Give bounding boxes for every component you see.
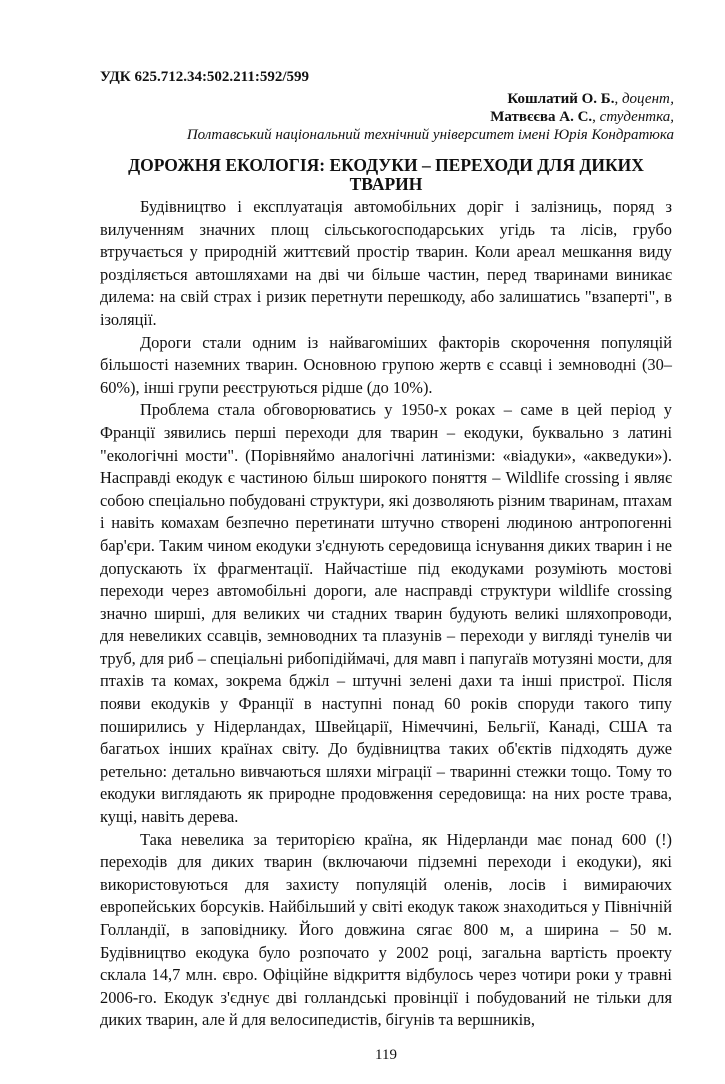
article-title: ДОРОЖНЯ ЕКОЛОГІЯ: ЕКОДУКИ – ПЕРЕХОДИ ДЛЯ ДИКИХ ТВАРИН xyxy=(128,155,644,194)
author-line: Матвєєва А. С., студентка, xyxy=(490,109,674,125)
paragraph: Дороги стали одним із найвагоміших факторів скорочення популяцій більшості наземних тварин. Основною групою жертв є ссавці і земноводні (30–60%), інші групи реєструються рідше (до 10%). xyxy=(100,332,672,397)
author-name: Матвєєва А. С. xyxy=(490,109,593,125)
paragraph: Проблема стала обговорюватись у 1950-х роках – саме в цей період у Франції зявились перші переходи для тварин – екодуки, буквально з латині "екологічні мости". (Порівняймо аналогічні латинізми: «віадуки», «акведуки»). Насправді екодук є частиною більш широкого поняття – Wildlife crossing і являє собою спеціально побудовані структури, які дозволяють різним тваринам, птахам і навіть комахам безпечно перетинати штучно створені людиною антропогенні бар'єри. Таким чином екодуки з'єднують середовища існування диких тварин і не допускають їх фрагментації. Найчастіше під екодуками розуміють мостові переходи через автомобільні дороги, але насправді структури wildlife crossing значно ширші, для великих чи стадних тварин будують великі шляхопроводи, для невеликих ссавців, земноводних та плазунів – переходи у вигляді тунелів чи труб, для риб – спеціальні рибопідіймачі, для мавп і папугаїв мотузяні мости, для птахів та комах, зокрема бджіл – штучні зелені дахи та інші пристрої. Після появи екодуків у Франції в наступні понад 60 років споруди такого типу поширились у Нідерландах, Швейцарії, Німеччині, Бельгії, Канаді, США та багатьох інших країнах світу. До будівництва таких об'єктів підходять дуже ретельно: детально вивчаються шляхи міграції – тваринні стежки тощо. Тому то екодуки виглядають як природне продовження середовища: на них росте трава, кущі, навіть дерева. xyxy=(100,400,672,827)
author-name: Кошлатий О. Б. xyxy=(507,91,615,107)
author-role: студентка, xyxy=(599,109,674,125)
affiliation xyxy=(100,126,674,144)
paragraph: Будівництво і експлуатація автомобільних доріг і залізниць, поряд з вилученням значних площ сільськогосподарських угідь та лісів, грубо втручається у природній життєвий простір тварин. Коли ареал мешкання виду розділяється автошляхами на дві чи більше частин, перед тваринами виникає дилема: на свій страх і ризик перетнути перешкоду, або залишатись "взаперті", в ізоляції. xyxy=(100,197,672,329)
article-body xyxy=(100,196,672,1032)
page xyxy=(100,0,672,1084)
authors-block xyxy=(100,90,674,144)
udk-code: УДК 625.712.34:502.211:592/599 xyxy=(100,69,310,85)
page-number: 119 xyxy=(375,1046,397,1063)
author-line: Кошлатий О. Б., доцент, xyxy=(507,91,674,107)
affiliation-text: Полтавський національний технічний університет імені Юрія Кондратюка xyxy=(186,127,674,143)
paragraph: Така невелика за територією країна, як Нідерланди має понад 600 (!) переходів для диких тварин (включаючи підземні переходи і екодуки), які використовуються для захисту популяцій оленів, лосів і вимираючих европейських борсуків. Найбільший у світі екодук також знаходиться у Північній Голландії, в заповіднику. Його довжина сягає 800 м, а ширина – 50 м. Будівництво екодука було розпочато у 2002 році, загальна вартість проекту склала 14,7 млн. євро. Офіційне відкриття відбулось через чотири роки у травні 2006-го. Екодук з'єднує дві голландські провінції і побудований не тільки для диких тварин, але й для велосипедистів, бігунів та вершників, xyxy=(100,829,672,1030)
author-role: доцент, xyxy=(621,91,674,107)
